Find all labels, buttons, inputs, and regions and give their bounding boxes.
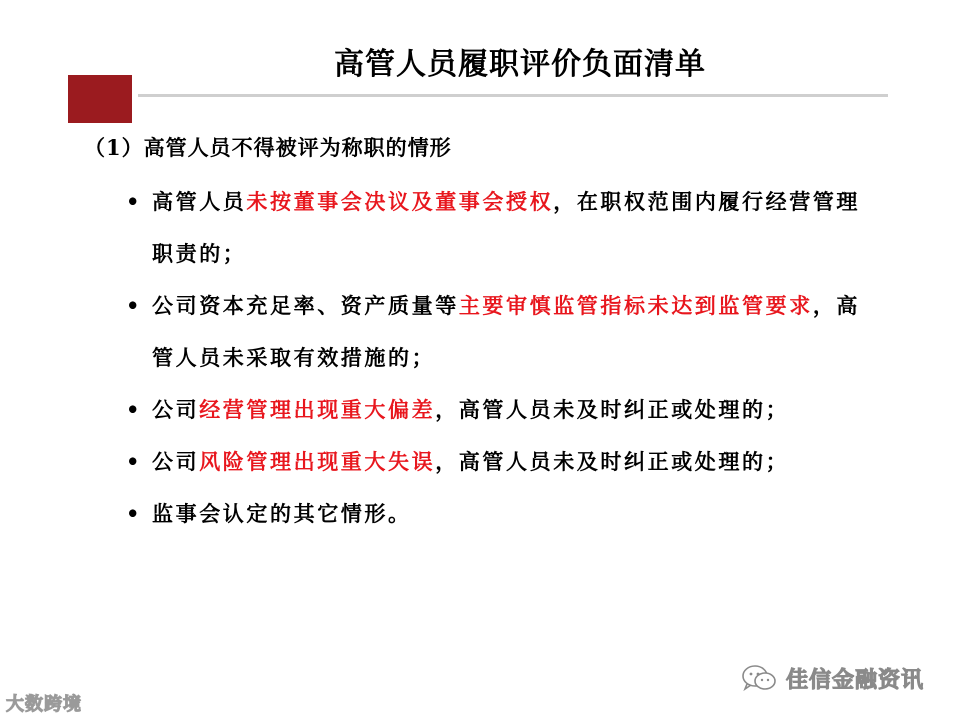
bullet-item [126,384,878,436]
bullet-text: 监事会认定的其它情形。 [152,501,412,526]
slide-title: 高管人员履职评价负面清单 [334,47,706,82]
wechat-icon [740,663,778,693]
bullet-dot: • [126,189,143,214]
watermark-right-text: 佳信金融资讯 [786,667,925,693]
bullet-text: 公司 [152,449,200,474]
bullet-dot: • [126,397,143,422]
bullet-item [126,488,878,540]
bullet-text: 高管人员 [152,189,247,214]
watermark-left: 大数跨境 [6,694,82,715]
section-heading: （1）高管人员不得被评为称职的情形 [84,135,452,160]
bullet-dot: • [126,449,143,474]
bullet-item [126,436,878,488]
bullet-text: ，高管人员未采取有效措施的； [152,293,861,370]
highlighted-text: 未按董事会决议及董事会授权 [246,189,554,214]
watermark-right [740,663,924,693]
bullet-item [126,280,878,384]
bullet-list [126,176,878,540]
bullet-text: ，在职权范围内履行经营管理职责的； [152,189,861,266]
bullet-text: 公司资本充足率、资产质量等 [152,293,459,318]
bullet-text: 公司 [152,397,200,422]
title-underline [138,94,888,97]
bullet-item [126,176,878,280]
highlighted-text: 风险管理出现重大失误 [199,449,436,474]
highlighted-text: 经营管理出现重大偏差 [199,397,436,422]
bullet-dot: • [126,501,143,526]
bullet-text: ，高管人员未及时纠正或处理的； [435,397,790,422]
bullet-text: ，高管人员未及时纠正或处理的； [435,449,790,474]
bullet-dot: • [126,293,143,318]
accent-block [68,75,132,123]
highlighted-text: 主要审慎监管指标未达到监管要求 [458,293,813,318]
